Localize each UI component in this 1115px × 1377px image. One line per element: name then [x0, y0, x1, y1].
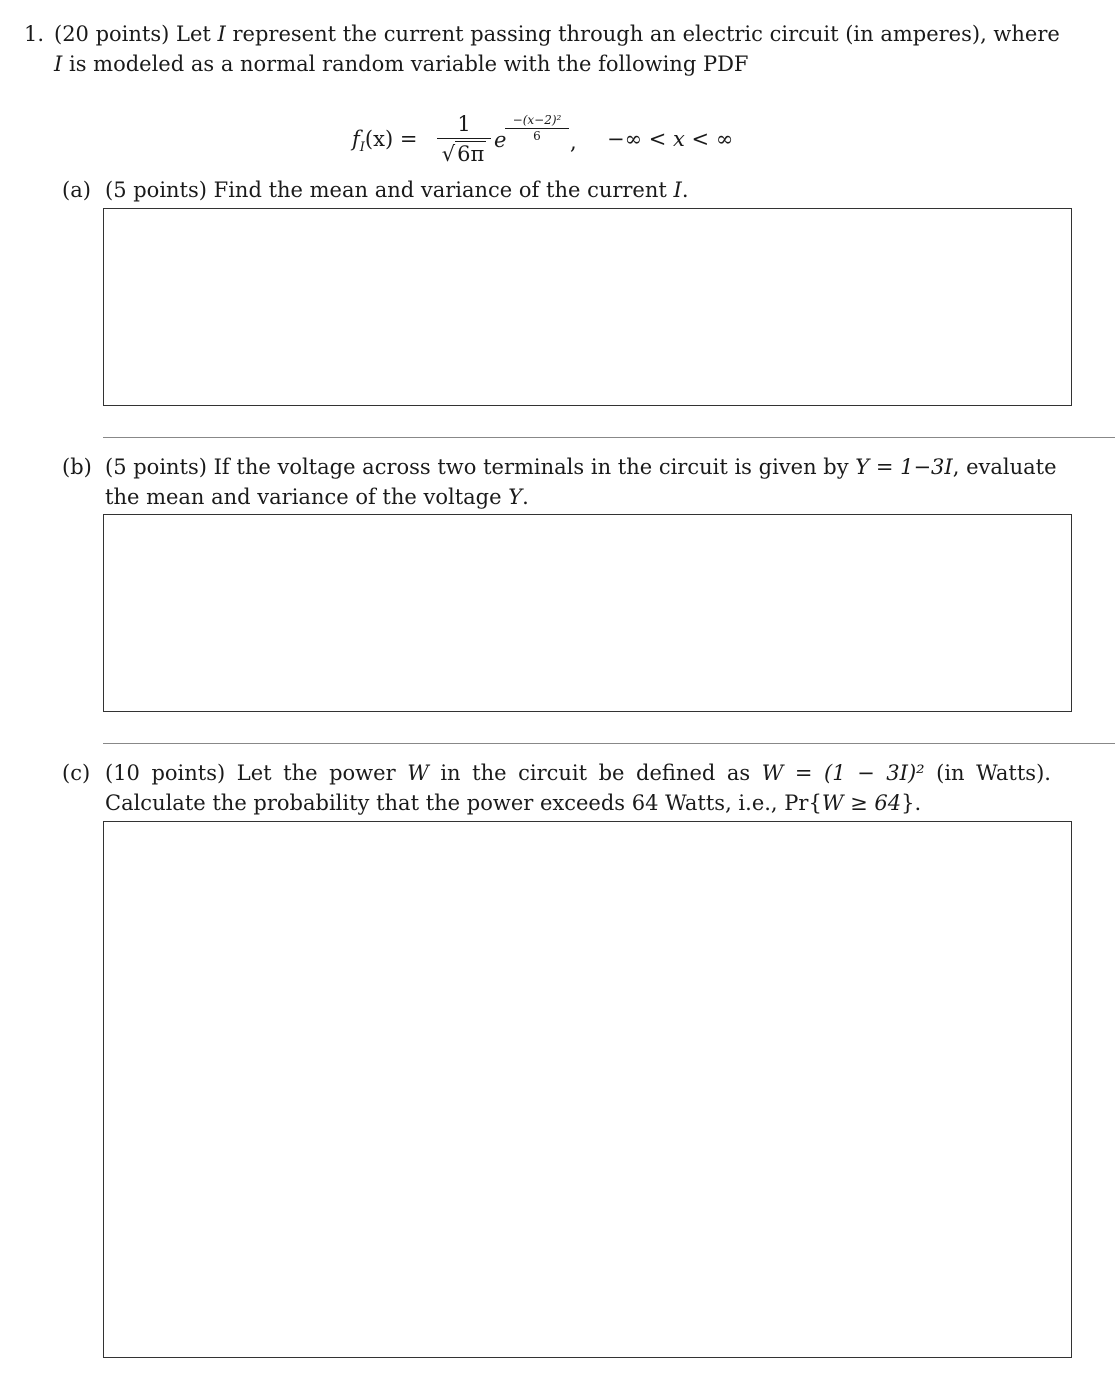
part-c-question: (10 points) Let the power [105, 761, 396, 785]
pdf-denominator [437, 141, 491, 166]
variable-I: I [54, 52, 63, 76]
answer-box-b[interactable] [103, 514, 1072, 712]
function-arg: (x) = [364, 127, 418, 151]
problem-statement-line1 [54, 22, 1060, 46]
voltage-equation: Y = 1−3I [855, 455, 953, 479]
probability-condition: W ≥ 64 [821, 791, 902, 815]
part-b-question-cont: the mean and variance of the voltage [105, 485, 502, 509]
pdf-lhs [352, 127, 417, 155]
function-f: f [352, 127, 360, 151]
part-c-question-cont: Calculate the probability that the power exceeds 64 Watts, i.e., Pr{ [105, 791, 822, 815]
part-b-label: (b) [62, 455, 92, 479]
answer-box-c[interactable] [103, 821, 1072, 1358]
variable-W: W [407, 761, 429, 785]
part-b-text-line2: the mean and variance of the voltage Y. [105, 485, 529, 509]
part-c-units: (in Watts). [936, 761, 1051, 785]
separator-rule [103, 743, 1115, 744]
pdf-fraction [437, 112, 491, 166]
exponent-denominator: 6 [533, 129, 541, 143]
power-equation: W = (1 − 3I)² [761, 761, 925, 785]
part-a-question: (5 points) Find the mean and variance of the current [105, 178, 667, 202]
points-prefix: (20 points) Let [54, 22, 211, 46]
pdf-domain: −∞ < x < ∞ [607, 127, 734, 151]
part-a-label: (a) [62, 178, 91, 202]
variable-I: I [217, 22, 226, 46]
sqrt-symbol: √ [441, 142, 456, 166]
exponent-fraction [505, 114, 569, 143]
pdf-numerator: 1 [457, 112, 471, 136]
part-c-question-mid: in the circuit be defined as [440, 761, 751, 785]
variable-I: I [673, 178, 682, 202]
function-subscript: I [359, 140, 365, 156]
exponent-numerator: −(x−2)² [512, 113, 562, 127]
separator-rule [103, 437, 1115, 438]
statement-text: is modeled as a normal random variable with the following PDF [68, 52, 749, 76]
formula-comma: , [570, 130, 577, 154]
part-c-text-line2: Calculate the probability that the power exceeds 64 Watts, i.e., Pr{W ≥ 64}. [105, 791, 922, 815]
sqrt-body: 6π [457, 142, 485, 166]
answer-box-a[interactable] [103, 208, 1072, 406]
part-b-text-line1: (5 points) If the voltage across two terminals in the circuit is given by Y = 1−3I, evaluate [105, 455, 1057, 479]
part-b-question: (5 points) If the voltage across two terminals in the circuit is given by [105, 455, 849, 479]
statement-text: represent the current passing through an electric circuit (in amperes), where [232, 22, 1060, 46]
problem-statement-line2 [54, 52, 748, 76]
exp-base: e [494, 128, 507, 152]
part-a-text: (5 points) Find the mean and variance of the current I. [105, 178, 689, 202]
part-c-label: (c) [62, 761, 91, 785]
part-c-text-line1 [105, 761, 1051, 785]
variable-Y: Y [508, 485, 523, 509]
problem-number: 1. [24, 22, 45, 46]
